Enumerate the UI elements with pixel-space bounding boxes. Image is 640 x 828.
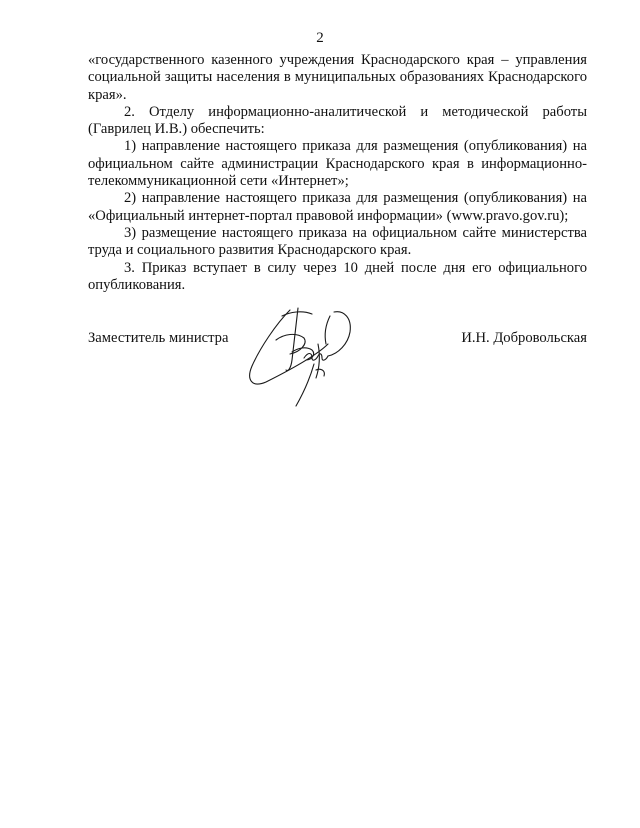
paragraph-item-3: 3. Приказ вступает в силу через 10 дней после дня его официального опубликования. xyxy=(88,259,587,293)
paragraph-continuation: «государственного казенного учреждения Краснодарского края – управления социальной защиты населения в муниципальных образованиях Краснодарского края». xyxy=(88,52,587,103)
signer-name: И.Н. Добровольская xyxy=(461,330,587,346)
page-number: 2 xyxy=(316,30,324,46)
paragraph-item-2: 2. Отделу информационно-аналитической и методической работы (Гаврилец И.В.) обеспечить: xyxy=(88,103,587,138)
signer-position: Заместитель министра xyxy=(88,330,229,346)
paragraph-subitem-1: 1) направление настоящего приказа для размещения (опубликования) на официальном сайте администрации Краснодарского края в информационно-телекоммуникационной сети «Интернет»; xyxy=(88,138,587,190)
paragraph-subitem-2: 2) направление настоящего приказа для размещения (опубликования) на «Официальный интернет-портал правовой информации» (www.pravo.gov.ru); xyxy=(88,190,587,224)
document-body xyxy=(88,52,587,294)
handwritten-signature xyxy=(246,304,364,410)
paragraph-subitem-3: 3) размещение настоящего приказа на официальном сайте министерства труда и социального развития Краснодарского края. xyxy=(88,224,587,259)
